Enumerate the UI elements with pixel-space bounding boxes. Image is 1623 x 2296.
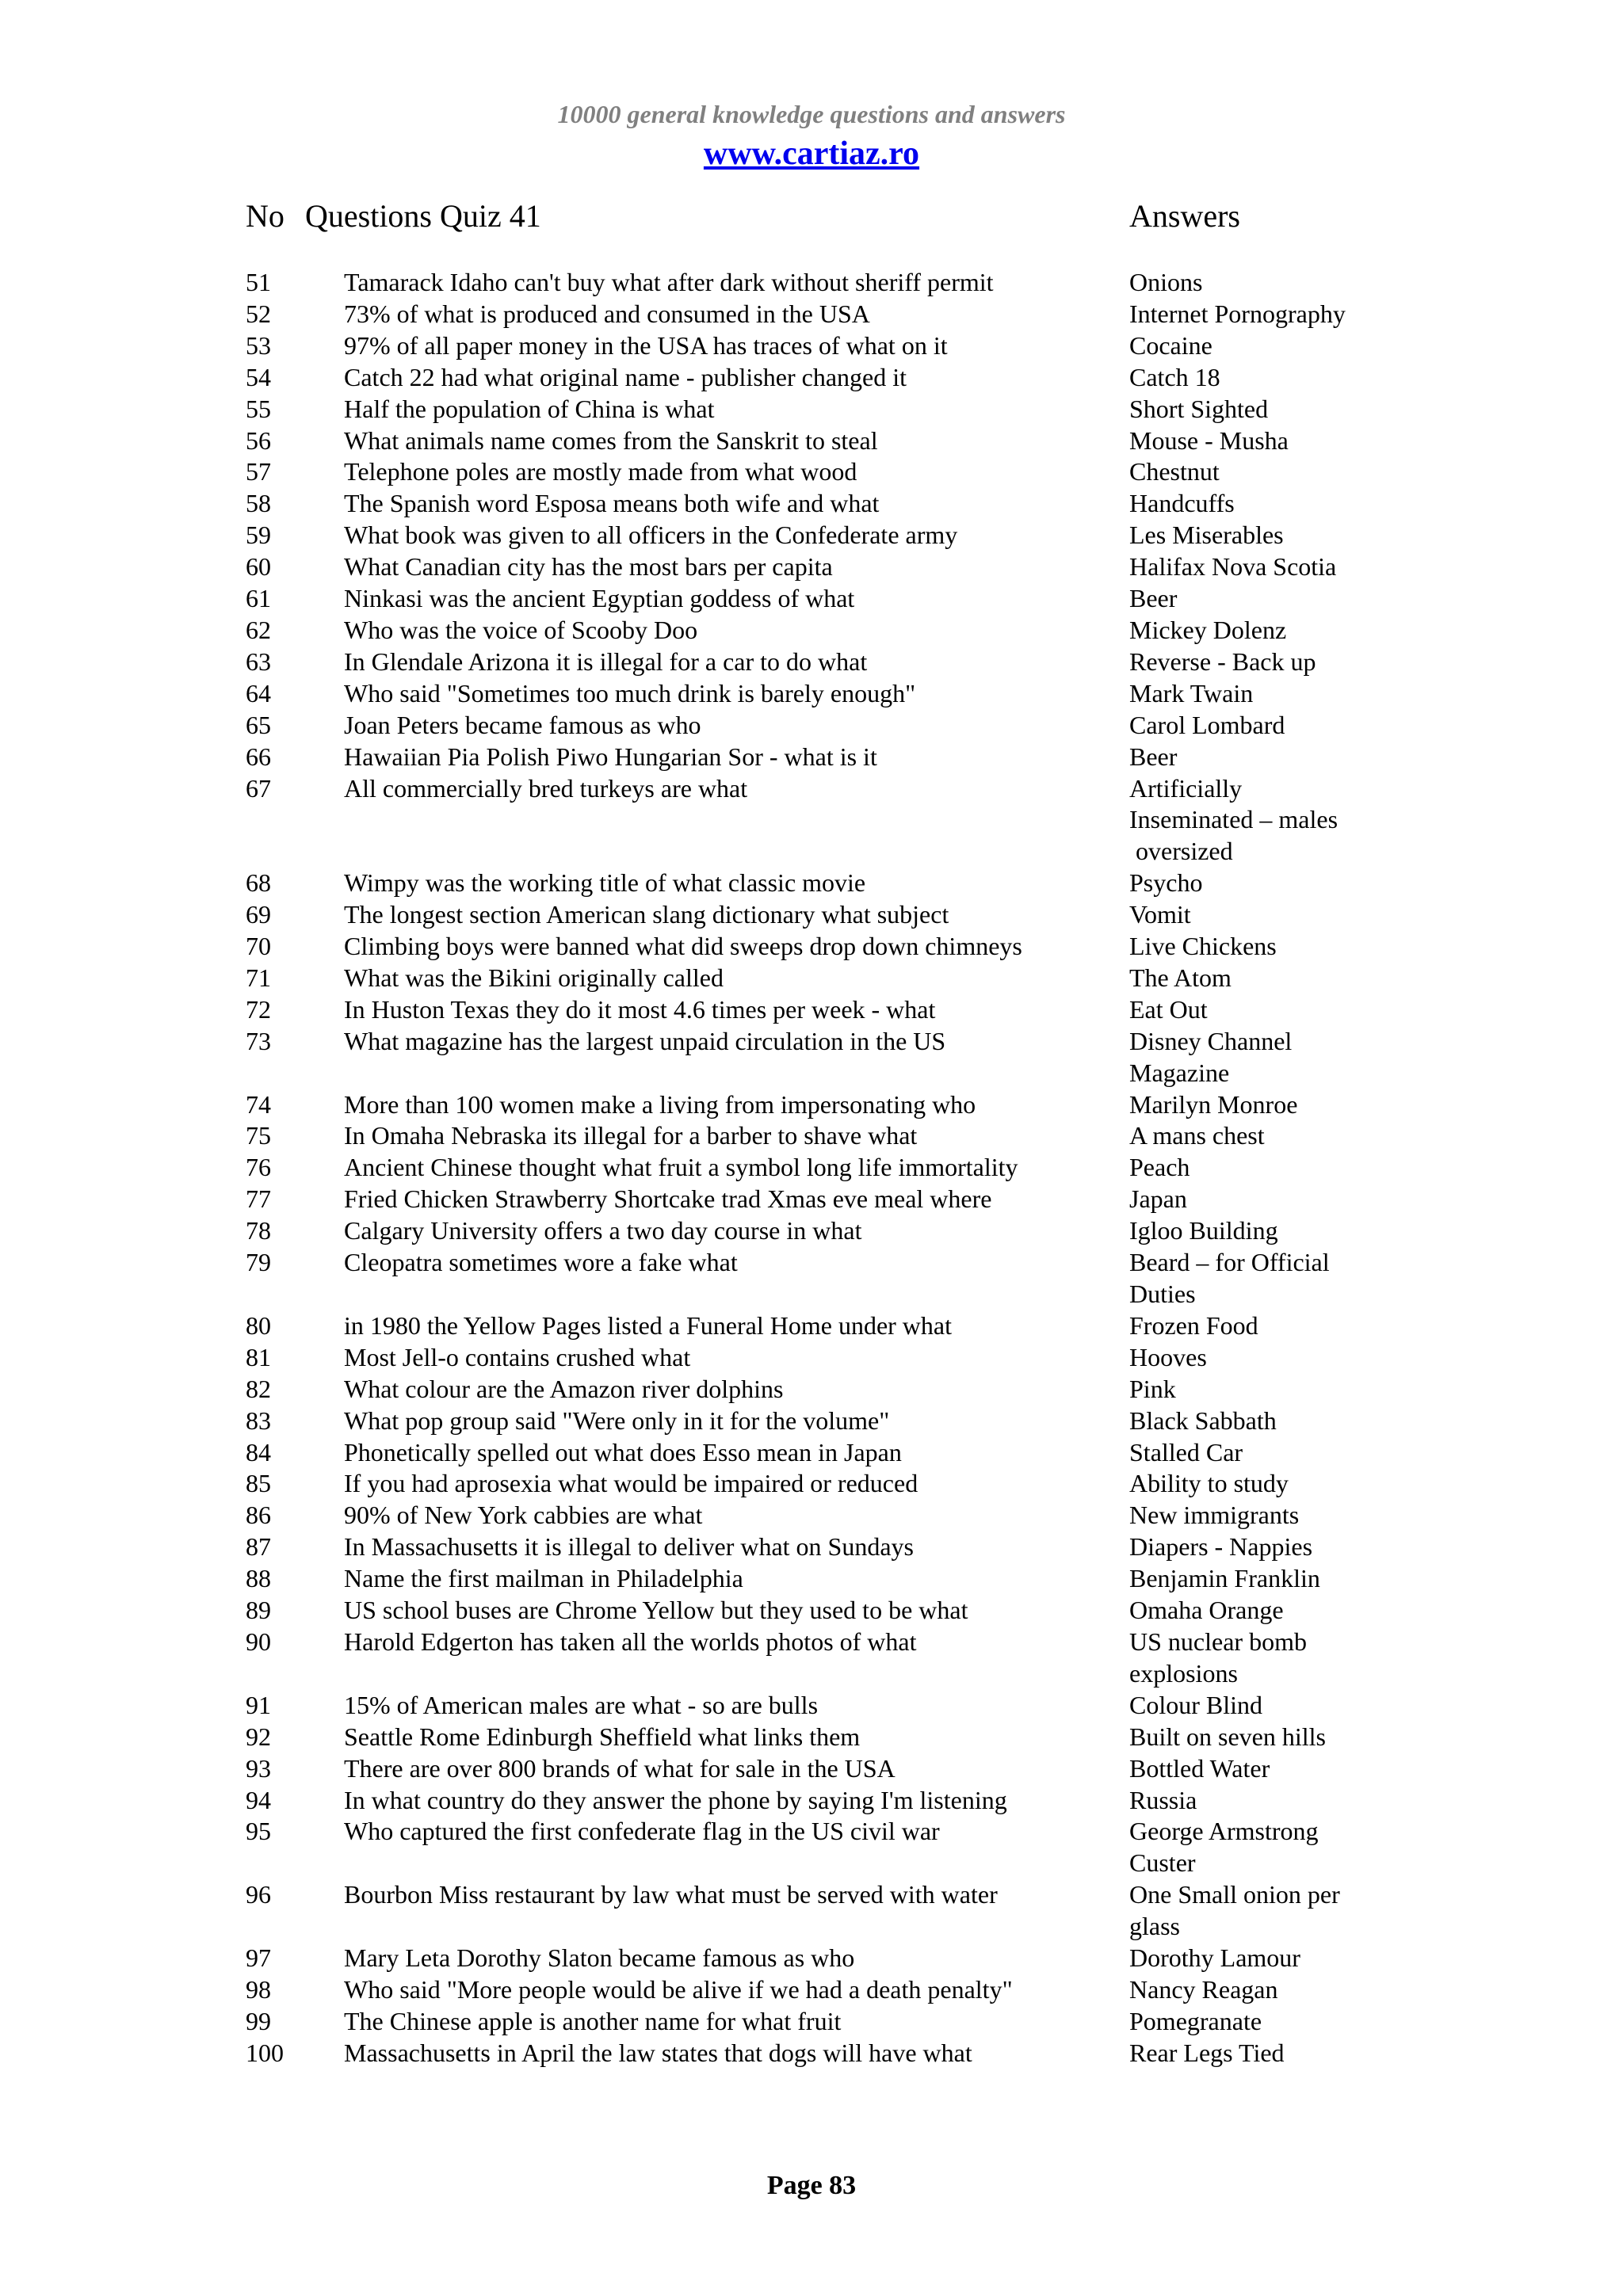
list-item <box>246 1722 1387 1753</box>
question-number: 62 <box>246 615 271 644</box>
list-item <box>246 1816 1387 1879</box>
question-text: Wimpy was the working title of what classic movie <box>344 868 866 898</box>
answer-text: Japan <box>1129 1184 1187 1214</box>
question-number: 78 <box>246 1216 271 1245</box>
question-text: Bourbon Miss restaurant by law what must be served with water <box>344 1880 998 1909</box>
list-item <box>246 1310 1387 1342</box>
question-text: 90% of New York cabbies are what <box>344 1501 703 1530</box>
answer-text: Beer <box>1129 584 1178 613</box>
question-text: Ancient Chinese thought what fruit a symbol long life immortality <box>344 1153 1018 1182</box>
answer-text: Internet Pornography <box>1129 299 1346 328</box>
question-text: Name the first mailman in Philadelphia <box>344 1564 743 1593</box>
question-text: Who captured the first confederate flag in the US civil war <box>344 1817 940 1846</box>
answer-text: Peach <box>1129 1153 1190 1182</box>
answer-text: Rear Legs Tied <box>1129 2038 1285 2067</box>
answer-text: Reverse - Back up <box>1129 646 1316 676</box>
question-text: What Canadian city has the most bars per capita <box>344 552 833 582</box>
list-item <box>246 1974 1387 2006</box>
list-item <box>246 2006 1387 2038</box>
list-item <box>246 1026 1387 1089</box>
question-number: 85 <box>246 1469 271 1498</box>
question-number: 64 <box>246 678 271 707</box>
question-number: 99 <box>246 2006 271 2035</box>
question-number: 56 <box>246 425 271 455</box>
answer-text: Igloo Building <box>1129 1216 1278 1245</box>
question-text: 15% of American males are what - so are bulls <box>344 1690 819 1719</box>
list-item <box>246 1374 1387 1405</box>
list-item <box>246 646 1387 678</box>
answer-text: Mark Twain <box>1129 678 1254 707</box>
question-number: 63 <box>246 646 271 676</box>
answer-text: Beer <box>1129 742 1178 771</box>
question-number: 87 <box>246 1532 271 1562</box>
answer-text: George Armstrong Custer <box>1129 1817 1319 1878</box>
answer-text: Black Sabbath <box>1129 1405 1277 1435</box>
question-text: Massachusetts in April the law states that dogs will have what <box>344 2038 972 2067</box>
answer-text: Pink <box>1129 1374 1176 1403</box>
answer-text: Mouse - Musha <box>1129 425 1289 455</box>
question-number: 84 <box>246 1437 271 1466</box>
answer-text: Mickey Dolenz <box>1129 615 1287 644</box>
question-text: What animals name comes from the Sanskrit to steal <box>344 425 878 455</box>
website-link-wrapper <box>0 133 1623 174</box>
question-text: In Huston Texas they do it most 4.6 times per week - what <box>344 994 936 1024</box>
question-text: Climbing boys were banned what did sweeps drop down chimneys <box>344 932 1022 961</box>
list-item <box>246 1247 1387 1310</box>
question-text: In Glendale Arizona it is illegal for a car to do what <box>344 646 868 676</box>
list-item <box>246 1468 1387 1500</box>
answer-text: Bottled Water <box>1129 1753 1270 1783</box>
answer-text: A mans chest <box>1129 1121 1265 1150</box>
question-number: 81 <box>246 1342 271 1371</box>
answer-text: Disney Channel Magazine <box>1129 1026 1293 1087</box>
list-item <box>246 1943 1387 1974</box>
answer-text: Handcuffs <box>1129 489 1235 518</box>
question-text: Mary Leta Dorothy Slaton became famous as who <box>344 1943 855 1973</box>
list-item <box>246 456 1387 488</box>
question-text: Telephone poles are mostly made from what wood <box>344 457 857 486</box>
question-text: What colour are the Amazon river dolphins <box>344 1374 784 1403</box>
answer-text: Frozen Food <box>1129 1310 1258 1340</box>
answer-text: Psycho <box>1129 868 1203 898</box>
question-text: Who was the voice of Scooby Doo <box>344 615 698 644</box>
answer-text: Built on seven hills <box>1129 1722 1326 1751</box>
question-text: 73% of what is produced and consumed in the USA <box>344 299 870 328</box>
question-number: 100 <box>246 2038 284 2067</box>
list-item <box>246 994 1387 1026</box>
answer-text: Artificially Inseminated – males oversized <box>1129 773 1338 866</box>
question-text: 97% of all paper money in the USA has traces of what on it <box>344 330 948 360</box>
question-text: What magazine has the largest unpaid circulation in the US <box>344 1026 946 1055</box>
list-item <box>246 710 1387 742</box>
question-text: Harold Edgerton has taken all the worlds photos of what <box>344 1627 917 1656</box>
question-number: 66 <box>246 742 271 771</box>
list-item <box>246 678 1387 710</box>
answer-text: Cocaine <box>1129 330 1212 360</box>
list-item <box>246 362 1387 394</box>
question-number: 74 <box>246 1089 271 1119</box>
question-text: Half the population of China is what <box>344 394 715 423</box>
question-number: 67 <box>246 773 271 803</box>
website-link[interactable]: www.cartiaz.ro <box>703 135 920 172</box>
question-text: The Chinese apple is another name for what fruit <box>344 2006 842 2035</box>
question-text: Ninkasi was the ancient Egyptian goddess of what <box>344 584 855 613</box>
question-number: 51 <box>246 268 271 296</box>
answer-text: Onions <box>1129 268 1203 296</box>
question-number: 95 <box>246 1817 271 1846</box>
question-text: All commercially bred turkeys are what <box>344 773 748 803</box>
question-text: What book was given to all officers in the Confederate army <box>344 521 958 550</box>
list-item <box>246 1563 1387 1595</box>
question-text: Hawaiian Pia Polish Piwo Hungarian Sor - what is it <box>344 742 877 771</box>
answer-text: Beard – for Official Duties <box>1129 1248 1330 1308</box>
question-number: 80 <box>246 1310 271 1340</box>
list-item <box>246 520 1387 551</box>
list-item <box>246 394 1387 425</box>
question-number: 58 <box>246 489 271 518</box>
question-number: 92 <box>246 1722 271 1751</box>
list-item <box>246 551 1387 583</box>
question-number: 72 <box>246 994 271 1024</box>
list-item <box>246 583 1387 615</box>
question-text: Most Jell-o contains crushed what <box>344 1342 691 1371</box>
list-item <box>246 1595 1387 1627</box>
question-text: There are over 800 brands of what for sale in the USA <box>344 1753 896 1783</box>
answer-text: Stalled Car <box>1129 1437 1243 1466</box>
question-number: 91 <box>246 1690 271 1719</box>
question-text: What was the Bikini originally called <box>344 963 724 992</box>
answer-text: Hooves <box>1129 1342 1207 1371</box>
question-number: 88 <box>246 1564 271 1593</box>
question-number: 60 <box>246 552 271 582</box>
question-number: 89 <box>246 1596 271 1625</box>
question-text: US school buses are Chrome Yellow but they used to be what <box>344 1596 968 1625</box>
list-item <box>246 1152 1387 1184</box>
question-text: Catch 22 had what original name - publisher changed it <box>344 362 907 391</box>
question-number: 82 <box>246 1374 271 1403</box>
question-number: 65 <box>246 710 271 739</box>
answer-text: Omaha Orange <box>1129 1596 1284 1625</box>
answer-text: Catch 18 <box>1129 362 1220 391</box>
answer-text: Colour Blind <box>1129 1690 1263 1719</box>
answer-text: Nancy Reagan <box>1129 1974 1278 2004</box>
question-text: In Massachusetts it is illegal to deliver what on Sundays <box>344 1532 914 1562</box>
question-number: 69 <box>246 900 271 929</box>
question-text: What pop group said "Were only in it for the volume" <box>344 1405 890 1435</box>
question-number: 71 <box>246 963 271 992</box>
question-number: 77 <box>246 1184 271 1214</box>
question-number: 53 <box>246 330 271 360</box>
question-number: 54 <box>246 362 271 391</box>
list-item <box>246 931 1387 963</box>
list-item <box>246 1690 1387 1722</box>
list-item <box>246 488 1387 520</box>
question-number: 61 <box>246 584 271 613</box>
column-header-no: No <box>246 198 285 234</box>
answer-text: One Small onion per glass <box>1129 1880 1340 1941</box>
question-number: 90 <box>246 1627 271 1656</box>
question-text: In Omaha Nebraska its illegal for a barber to shave what <box>344 1121 918 1150</box>
list-item <box>246 1627 1387 1690</box>
question-text: Who said "More people would be alive if we had a death penalty" <box>344 1974 1013 2004</box>
list-item <box>246 1879 1387 1943</box>
answer-text: Vomit <box>1129 900 1191 929</box>
answer-text: Ability to study <box>1129 1469 1289 1498</box>
question-text: If you had aprosexia what would be impaired or reduced <box>344 1469 918 1498</box>
question-text: Phonetically spelled out what does Esso mean in Japan <box>344 1437 902 1466</box>
answer-text: Live Chickens <box>1129 932 1277 961</box>
list-item <box>246 1184 1387 1215</box>
question-number: 70 <box>246 932 271 961</box>
list-item <box>246 1500 1387 1531</box>
question-number: 52 <box>246 299 271 328</box>
column-header-questions: Questions Quiz 41 <box>305 198 541 234</box>
question-number: 57 <box>246 457 271 486</box>
question-text: Tamarack Idaho can't buy what after dark without sheriff permit <box>344 268 994 296</box>
list-item <box>246 267 1387 299</box>
list-item <box>246 1405 1387 1437</box>
list-item <box>246 425 1387 457</box>
page-number: Page 83 <box>766 2171 857 2200</box>
question-number: 73 <box>246 1026 271 1055</box>
list-item <box>246 868 1387 899</box>
question-number: 75 <box>246 1121 271 1150</box>
answer-text: Carol Lombard <box>1129 710 1285 739</box>
question-text: Who said "Sometimes too much drink is barely enough" <box>344 678 916 707</box>
question-number: 55 <box>246 394 271 423</box>
answer-text: Diapers - Nappies <box>1129 1532 1313 1562</box>
answer-text: Eat Out <box>1129 994 1208 1024</box>
question-text: Calgary University offers a two day course in what <box>344 1216 862 1245</box>
question-text: The longest section American slang dictionary what subject <box>344 900 949 929</box>
list-item <box>246 1785 1387 1817</box>
question-text: Fried Chicken Strawberry Shortcake trad Xmas eve meal where <box>344 1184 992 1214</box>
answer-text: Russia <box>1129 1785 1197 1814</box>
question-number: 94 <box>246 1785 271 1814</box>
question-text: Cleopatra sometimes wore a fake what <box>344 1248 738 1277</box>
answer-text: Short Sighted <box>1129 394 1269 423</box>
question-number: 83 <box>246 1405 271 1435</box>
question-number: 59 <box>246 521 271 550</box>
question-text: in 1980 the Yellow Pages listed a Funeral Home under what <box>344 1310 952 1340</box>
list-item <box>246 963 1387 994</box>
question-number: 86 <box>246 1501 271 1530</box>
question-text: The Spanish word Esposa means both wife and what <box>344 489 880 518</box>
document-subtitle: 10000 general knowledge questions and answers <box>557 100 1066 128</box>
list-item <box>246 773 1387 868</box>
list-item <box>246 1089 1387 1121</box>
list-item <box>246 2038 1387 2069</box>
list-item <box>246 615 1387 646</box>
list-item <box>246 1342 1387 1374</box>
answer-text: Les Miserables <box>1129 521 1284 550</box>
list-item <box>246 1531 1387 1563</box>
question-number: 76 <box>246 1153 271 1182</box>
answer-text: Dorothy Lamour <box>1129 1943 1300 1973</box>
list-item <box>246 1215 1387 1247</box>
answer-text: Chestnut <box>1129 457 1220 486</box>
question-number: 97 <box>246 1943 271 1973</box>
answer-text: New immigrants <box>1129 1501 1300 1530</box>
answer-text: Benjamin Franklin <box>1129 1564 1320 1593</box>
list-item <box>246 299 1387 330</box>
list-item <box>246 1753 1387 1785</box>
question-number: 96 <box>246 1880 271 1909</box>
list-item <box>246 742 1387 773</box>
list-item <box>246 330 1387 362</box>
answer-text: US nuclear bomb explosions <box>1129 1627 1307 1688</box>
column-header-answers: Answers <box>1129 198 1240 234</box>
answer-text: Marilyn Monroe <box>1129 1089 1298 1119</box>
answer-text: Halifax Nova Scotia <box>1129 552 1337 582</box>
question-text: In what country do they answer the phone by saying I'm listening <box>344 1785 1007 1814</box>
question-number: 93 <box>246 1753 271 1783</box>
question-number: 98 <box>246 1974 271 2004</box>
question-number: 79 <box>246 1248 271 1277</box>
answer-text: Pomegranate <box>1129 2006 1262 2035</box>
question-number: 68 <box>246 868 271 898</box>
answer-text: The Atom <box>1129 963 1232 992</box>
list-item <box>246 1437 1387 1469</box>
question-answer-list <box>246 267 1387 2069</box>
question-text: More than 100 women make a living from impersonating who <box>344 1089 976 1119</box>
question-text: Joan Peters became famous as who <box>344 710 701 739</box>
list-item <box>246 899 1387 931</box>
question-text: Seattle Rome Edinburgh Sheffield what links them <box>344 1722 861 1751</box>
list-item <box>246 1120 1387 1152</box>
